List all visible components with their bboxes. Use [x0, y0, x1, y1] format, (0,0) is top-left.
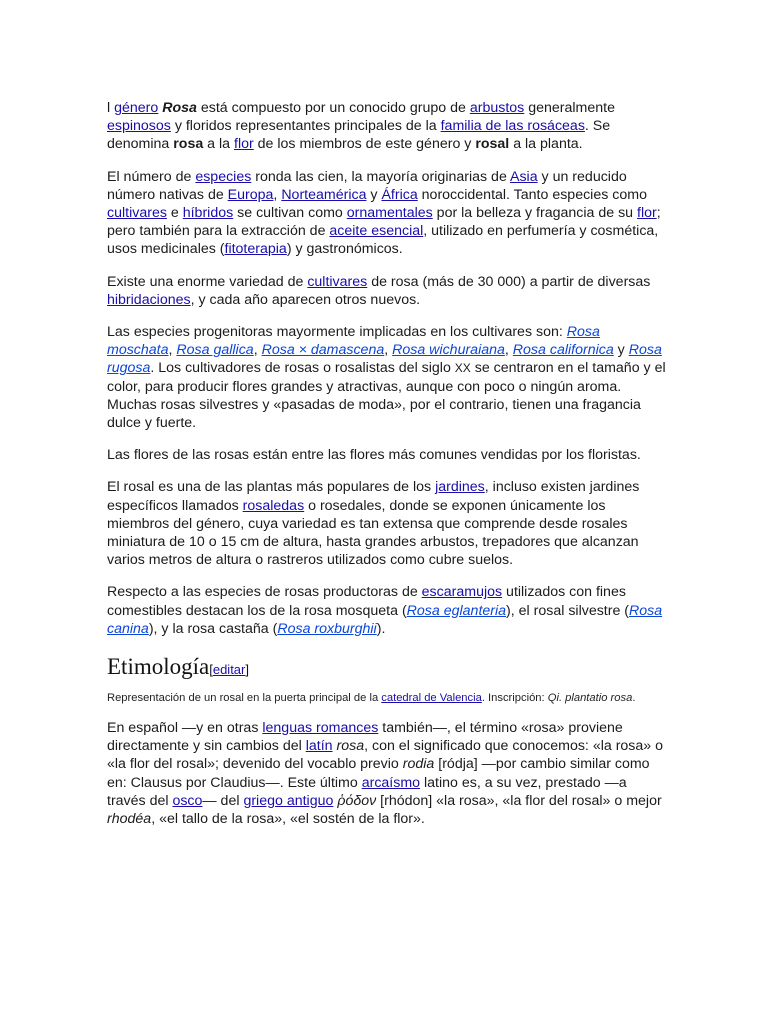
text: e — [166, 205, 183, 222]
text: Las flores de las rosas están entre las flores más comunes vendidas por los floristas. — [107, 447, 641, 464]
text: , «el tallo de la rosa», «el sostén de la flor». — [151, 811, 425, 828]
italic-term: rhodéa — [107, 811, 152, 828]
link-familia-rosaceas[interactable]: familia de las rosáceas — [440, 118, 585, 135]
link-rosa-damascena[interactable] — [262, 342, 385, 358]
link-catedral-valencia[interactable]: catedral de Valencia — [381, 692, 482, 705]
bracket: ] — [245, 662, 249, 678]
link-cultivares-2[interactable]: cultivares — [307, 273, 368, 290]
edit-section — [209, 662, 249, 677]
text: El número de — [107, 168, 196, 185]
link-rosa-roxburghii[interactable] — [277, 621, 376, 637]
link-latin[interactable]: latín — [305, 738, 333, 755]
link-jardines[interactable]: jardines — [435, 479, 485, 496]
text: , incluso existen jardines específicos llamados — [107, 479, 640, 514]
text: ), el rosal silvestre ( — [506, 602, 630, 619]
text: , — [504, 342, 513, 359]
century-numeral: XX — [454, 361, 471, 376]
link-label: Rosa eglanteria — [406, 602, 507, 619]
link-arcaismo[interactable]: arcaísmo — [361, 774, 421, 791]
link-norteamerica[interactable]: Norteamérica — [281, 186, 367, 203]
text: de rosa (más de 30 000) a partir de diversas — [367, 273, 651, 290]
link-aceite-esencial[interactable]: aceite esencial — [329, 223, 424, 240]
link-label: Rosa canina — [107, 602, 663, 637]
text: Existe una enorme variedad de — [107, 273, 308, 290]
link-fitoterapia[interactable]: fitoterapia — [224, 241, 287, 258]
text: En español —y en otras — [107, 720, 263, 737]
link-africa[interactable]: África — [381, 186, 418, 203]
link-rosaledas[interactable]: rosaledas — [242, 497, 305, 514]
link-rosa-eglanteria[interactable] — [407, 603, 506, 619]
intro-paragraph — [107, 99, 667, 154]
bold-term-rosa: Rosa — [162, 100, 197, 116]
text: Representación de un rosal en la puerta principal de la — [107, 692, 382, 705]
text: generalmente — [524, 100, 615, 116]
text: [rhódon] «la rosa», «la flor del rosal» o mejor — [376, 792, 662, 809]
text: Respecto a las especies de rosas productoras de — [107, 584, 422, 601]
progenitors-paragraph — [107, 323, 667, 432]
text: , y cada año aparecen otros nuevos. — [190, 291, 421, 308]
text: utilizados con fines comestibles destacan los de la rosa mosqueta ( — [107, 584, 626, 619]
text: está compuesto por un conocido grupo de — [196, 100, 470, 116]
section-heading-etimologia — [107, 652, 667, 685]
text: a la — [203, 136, 234, 153]
text: , — [253, 342, 262, 359]
species-paragraph — [107, 168, 667, 259]
link-label: Rosa × damascena — [261, 342, 385, 359]
text: , — [384, 342, 393, 359]
text: ) y gastronómicos. — [286, 241, 403, 258]
link-hibridos[interactable]: híbridos — [182, 205, 234, 222]
text: de los miembros de este género y — [253, 136, 476, 153]
text: ). — [376, 620, 386, 637]
text: Las especies progenitoras mayormente implicadas en los cultivares son: — [107, 324, 567, 341]
bold-term-rosal: rosal — [475, 136, 510, 153]
image-caption — [107, 687, 667, 709]
link-label: Rosa rugosa — [107, 342, 662, 377]
link-rosa-californica[interactable] — [513, 342, 614, 358]
text: l — [107, 100, 115, 116]
link-hibridaciones[interactable]: hibridaciones — [107, 291, 191, 308]
article-body — [107, 99, 667, 842]
bracket: [ — [209, 662, 213, 678]
link-label: Rosa gallica — [176, 342, 254, 359]
etymology-paragraph — [107, 719, 667, 828]
edit-link[interactable]: editar — [212, 662, 246, 678]
italic-term: rodia — [402, 756, 435, 773]
text: ronda las cien, la mayoría originarias de — [251, 168, 510, 185]
text: y un reducido número nativas de — [107, 168, 627, 203]
link-ornamentales[interactable]: ornamentales — [346, 205, 433, 222]
link-griego-antiguo[interactable]: griego antiguo — [243, 792, 334, 809]
link-rosa-gallica[interactable] — [176, 342, 253, 358]
text: , — [168, 342, 177, 359]
text: El rosal es una de las plantas más populares de los — [107, 479, 436, 496]
link-flor[interactable]: flor — [234, 136, 254, 153]
text: — del — [202, 792, 244, 809]
link-especies[interactable]: especies — [195, 168, 252, 185]
text: , con el significado que conocemos: «la rosa» o «la flor del rosal»; devenido del vocablo previo — [107, 738, 664, 773]
text: . — [632, 692, 636, 705]
text: también—, el término «rosa» proviene directamente y sin cambios del — [107, 720, 623, 755]
text: a la planta. — [509, 136, 583, 153]
text: [ródja] —por cambio similar como en: Clausus por Claudius—. Este último — [107, 756, 650, 791]
bold-term-rosa-lower: rosa — [173, 136, 204, 153]
florists-paragraph — [107, 446, 667, 464]
text: por la belleza y fragancia de su — [432, 205, 637, 222]
text: ; pero también para la extracción de — [107, 205, 661, 240]
text: y floridos representantes principales de la — [170, 118, 441, 135]
text: se centraron en el tamaño y el color, para producir flores grandes y atractivas, aunque con poco o ningún aroma. Muchas rosas silvestres y «pasadas de moda», por el contrario, tienen una fragancia dulce y fuerte. — [107, 360, 666, 432]
link-asia[interactable]: Asia — [510, 168, 538, 185]
text: . Se denomina — [107, 118, 611, 153]
link-espinosos[interactable]: espinosos — [107, 118, 171, 135]
text: o rosedales, donde se exponen únicamente los miembros del género, cuya variedad es tan extensa que comprende desde rosales miniatura de 10 o 15 cm de altura, hasta grandes arbustos, trepadores que alcanzan varios metros de altura o rastreros utilizados como cubre suelos. — [107, 497, 639, 569]
inscription-text: Qi. plantatio rosa — [547, 692, 633, 705]
heading-title: Etimología — [107, 654, 210, 680]
text: se cultivan como — [233, 205, 347, 222]
link-escaramujos[interactable]: escaramujos — [421, 584, 503, 601]
text: . Los cultivadores de rosas o rosalistas del siglo — [150, 360, 455, 377]
rosehips-paragraph — [107, 583, 667, 638]
text: . Inscripción: — [481, 692, 548, 705]
text: y — [613, 342, 629, 359]
link-flor-2[interactable]: flor — [637, 205, 657, 222]
italic-term: ῥόδον — [337, 792, 377, 809]
link-arbustos[interactable]: arbustos — [469, 100, 525, 116]
text: latino es, a su vez, prestado —a través del — [107, 774, 627, 809]
text: , — [273, 186, 282, 203]
link-cultivares[interactable]: cultivares — [107, 205, 167, 222]
gardens-paragraph — [107, 478, 667, 569]
cultivars-paragraph — [107, 273, 667, 309]
link-label: Rosa californica — [512, 342, 614, 359]
text: , utilizado en perfumería y cosmética, usos medicinales ( — [107, 223, 659, 258]
text: noroccidental. Tanto especies como — [417, 186, 647, 203]
italic-term: rosa — [336, 738, 365, 755]
text: y — [366, 186, 382, 203]
link-label: Rosa wichuraiana — [392, 342, 505, 359]
link-rosa-wichuraiana[interactable] — [392, 342, 505, 358]
link-genero[interactable]: género — [114, 100, 159, 116]
link-osco[interactable]: osco — [172, 792, 203, 809]
link-europa[interactable]: Europa — [227, 186, 274, 203]
text: ), y la rosa castaña ( — [148, 620, 278, 637]
link-label: Rosa moschata — [107, 324, 600, 359]
link-lenguas-romances[interactable]: lenguas romances — [262, 720, 379, 737]
link-label: Rosa roxburghii — [277, 620, 377, 637]
